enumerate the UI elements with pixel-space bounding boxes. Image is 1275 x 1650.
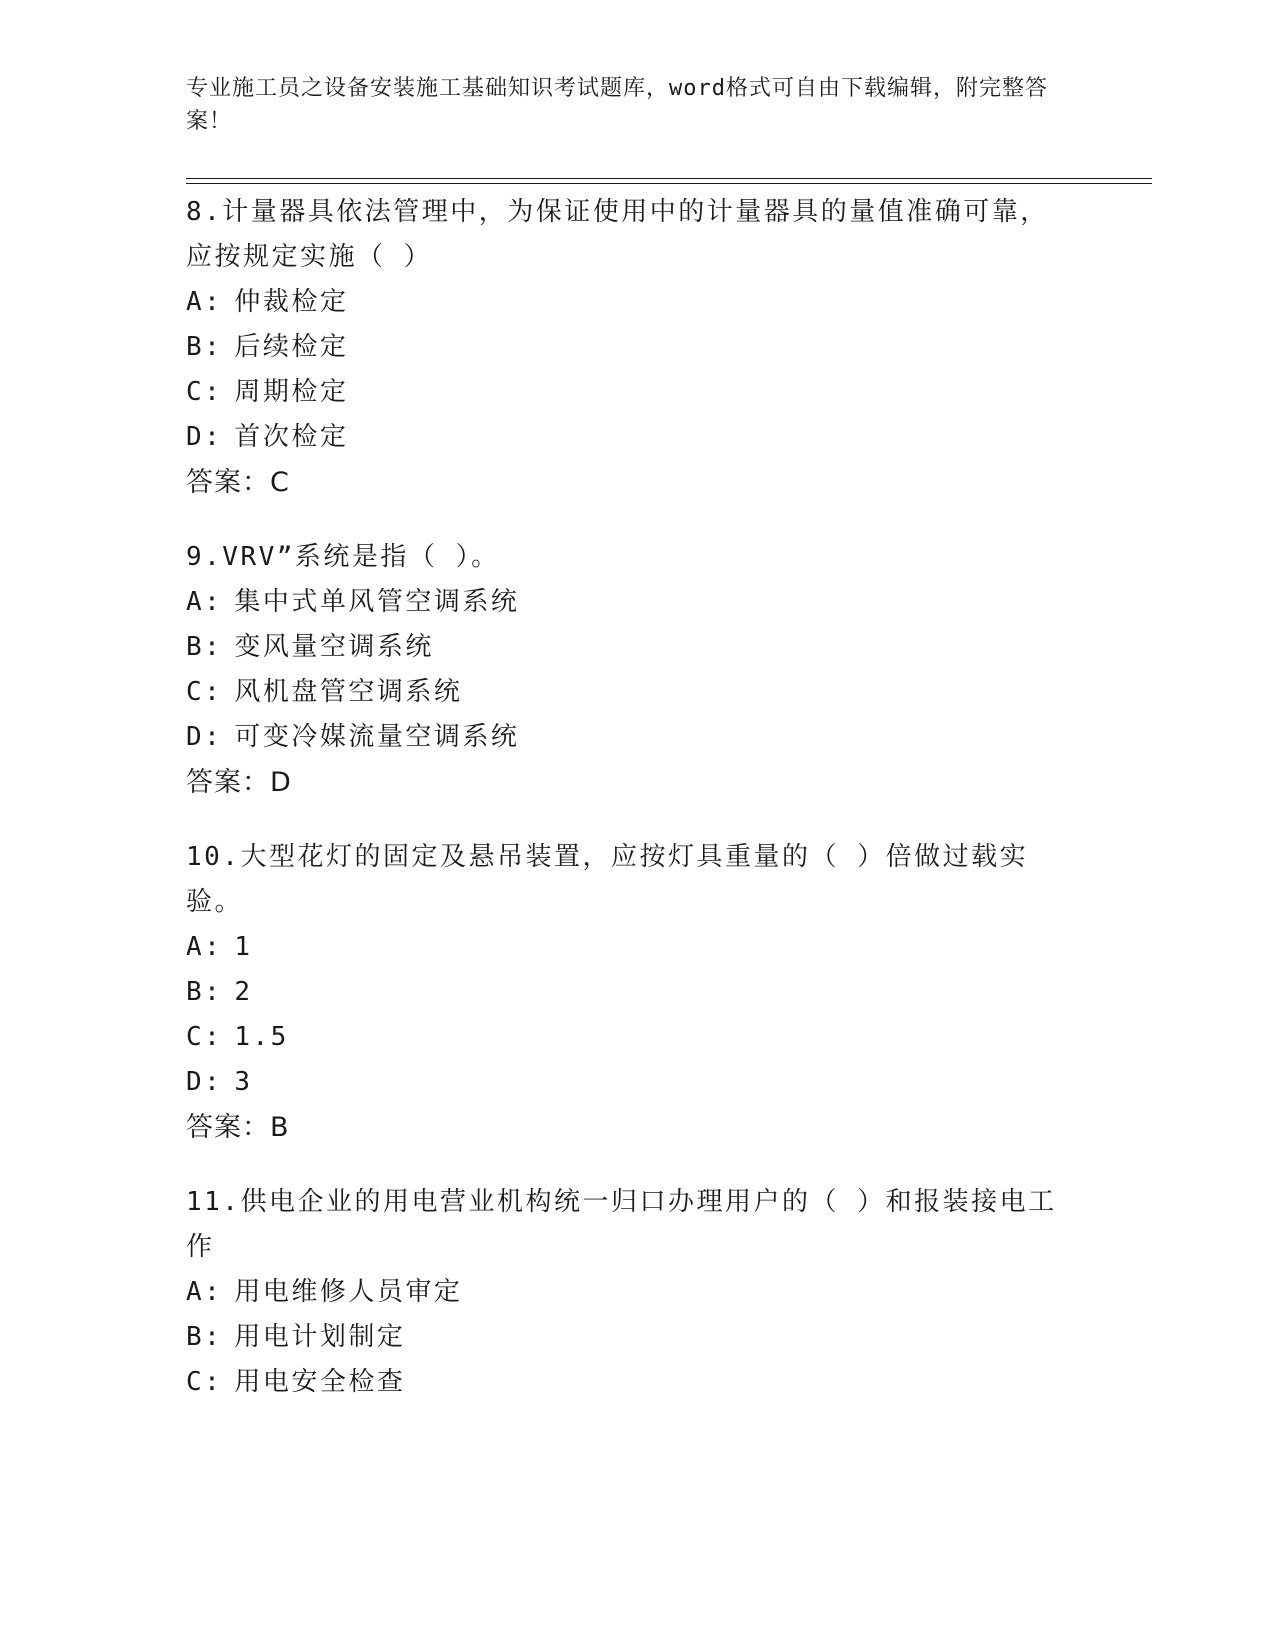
question-8 <box>186 190 1066 505</box>
option-text: 后续检定 <box>234 332 349 362</box>
option-b: B: 用电计划制定 <box>186 1322 406 1352</box>
option-text: 仲裁检定 <box>234 287 349 317</box>
option-c: C: 风机盘管空调系统 <box>186 677 463 707</box>
answer-line: 答案：C <box>186 467 290 498</box>
option-key: D <box>186 422 205 452</box>
option-text: 可变冷媒流量空调系统 <box>234 722 520 752</box>
option-text: 周期检定 <box>234 377 349 407</box>
option-text: 3 <box>234 1067 253 1097</box>
question-text: 11.供电企业的用电营业机构统一归口办理用户的（ ）和报装接电工作 <box>186 1187 1057 1262</box>
option-a: A: 集中式单风管空调系统 <box>186 587 520 617</box>
header-divider-bottom <box>186 183 1152 184</box>
option-key: A <box>186 1277 205 1307</box>
option-b: B: 2 <box>186 977 253 1007</box>
answer-line: 答案：B <box>186 1112 290 1143</box>
option-key: C <box>186 377 205 407</box>
option-text: 风机盘管空调系统 <box>234 677 463 707</box>
document-header: 专业施工员之设备安装施工基础知识考试题库，word格式可自由下载编辑，附完整答案！ <box>186 76 1048 134</box>
question-text: 8.计量器具依法管理中，为保证使用中的计量器具的量值准确可靠，应按规定实施（ ） <box>186 197 1049 272</box>
option-text: 变风量空调系统 <box>234 632 434 662</box>
option-key: A <box>186 587 205 617</box>
option-text: 集中式单风管空调系统 <box>234 587 520 617</box>
option-a: A: 用电维修人员审定 <box>186 1277 463 1307</box>
option-text: 用电维修人员审定 <box>234 1277 463 1307</box>
option-key: D <box>186 1067 205 1097</box>
option-key: B <box>186 632 205 662</box>
option-c: C: 1.5 <box>186 1022 289 1052</box>
option-b: B: 后续检定 <box>186 332 349 362</box>
option-text: 1 <box>234 932 253 962</box>
option-b: B: 变风量空调系统 <box>186 632 434 662</box>
question-9 <box>186 535 1066 805</box>
option-key: C <box>186 1022 205 1052</box>
option-text: 用电计划制定 <box>234 1322 406 1352</box>
option-c: C: 用电安全检查 <box>186 1367 406 1397</box>
question-11 <box>186 1180 1066 1405</box>
question-10 <box>186 835 1066 1150</box>
option-text: 首次检定 <box>234 422 349 452</box>
option-key: B <box>186 1322 205 1352</box>
option-d: D: 3 <box>186 1067 253 1097</box>
option-key: B <box>186 332 205 362</box>
option-d: D: 首次检定 <box>186 422 349 452</box>
option-key: B <box>186 977 205 1007</box>
option-key: C <box>186 1367 205 1397</box>
option-text: 2 <box>234 977 253 1007</box>
question-text: 9.VRV”系统是指（ ）。 <box>186 542 500 572</box>
option-key: C <box>186 677 205 707</box>
option-a: A: 仲裁检定 <box>186 287 349 317</box>
question-text: 10.大型花灯的固定及悬吊装置，应按灯具重量的（ ）倍做过载实验。 <box>186 842 1029 917</box>
option-text: 1.5 <box>234 1022 289 1052</box>
option-text: 用电安全检查 <box>234 1367 406 1397</box>
option-c: C: 周期检定 <box>186 377 349 407</box>
option-key: A <box>186 287 205 317</box>
option-key: D <box>186 722 205 752</box>
header-divider-top <box>186 178 1152 179</box>
question-list <box>186 190 1066 1435</box>
answer-line: 答案：D <box>186 767 292 798</box>
option-d: D: 可变冷媒流量空调系统 <box>186 722 520 752</box>
option-key: A <box>186 932 205 962</box>
option-a: A: 1 <box>186 932 253 962</box>
